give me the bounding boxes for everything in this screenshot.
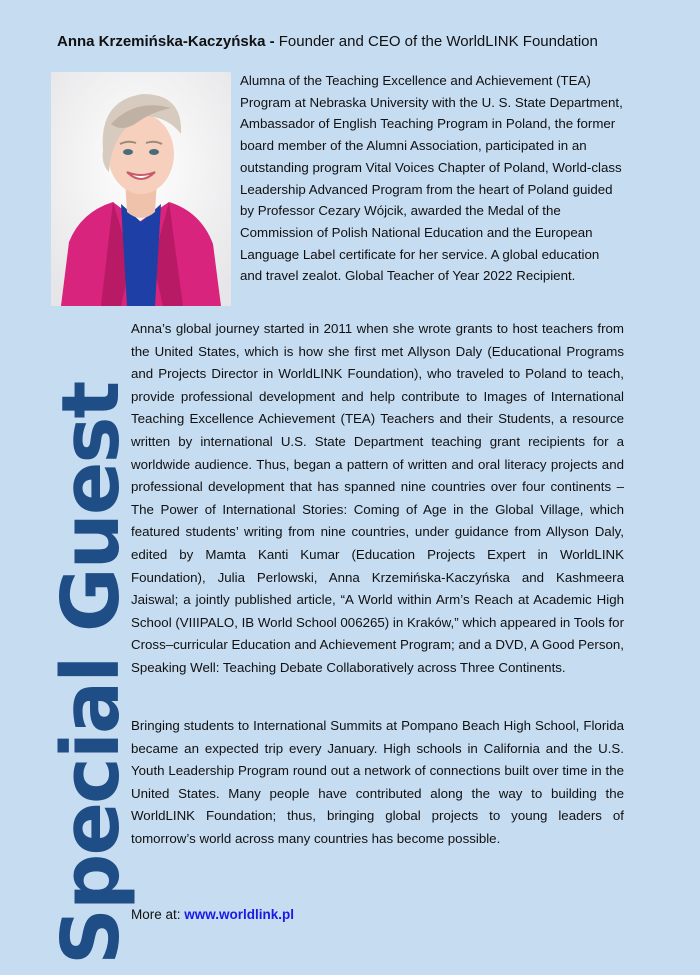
worldlink-link[interactable]: www.worldlink.pl bbox=[184, 907, 295, 922]
more-info bbox=[131, 905, 294, 925]
page-header bbox=[57, 32, 677, 52]
journey-paragraph: Anna’s global journey started in 2011 when she wrote grants to host teachers from the United States, which is how she first met Allyson Daly (Educational Programs and Projects Director in WorldLINK Foundation), who traveled to Poland to teach, provide professional development and help contribute to Images of International Teaching Excellence Achievement (TEA) Teachers and their Students, a resource written by international U.S. State Department teaching grant recipients for a worldwide audience. Thus, began a pattern of written and oral literacy projects and professional development that has spanned nine countries over four continents – The Power of International Stories: Coming of Age in the Global Village, which featured students’ writing from nine countries, under guidance from Allyson Daly, edited by Mamta Kanti Kumar (Education Projects Expert in WorldLINK Foundation), Julia Perlowski, Anna Krzemińska-Kaczyńska and Kashmeera Jaiswal; a jointly published article, “A World within Arm’s Reach at Academic High School (VIIIPALO, IB World School 006265) in Kraków,” which appeared in Tools for Cross–curricular Education and Achievement Program; and a DVD, A Good Person, Speaking Well: Teaching Debate Collaboratively across Three Continents. bbox=[131, 321, 624, 675]
bio-text: Alumna of the Teaching Excellence and Achievement (TEA) Program at Nebraska University with the U. S. State Department, Ambassador of English Teaching Program in Poland, the former board member of the Alumni Association, participated in an outstanding program Vital Voices Chapter of Poland, World-class Leadership Advanced Program from the heart of Poland guided by Professor Cezary Wójcik, awarded the Medal of the Commission of Polish National Education and the European Language Label certificate for her service. A global education and travel zealot. Global Teacher of Year 2022 Recipient. bbox=[240, 73, 623, 284]
guest-name: Anna Krzemińska-Kaczyńska - bbox=[57, 33, 275, 50]
portrait-photo bbox=[51, 72, 231, 306]
summits-paragraph: Bringing students to International Summits at Pompano Beach High School, Florida became an expected trip every January. High schools in California and the U.S. Youth Leadership Program round out a network of connections built over time in the United States. Many people have contributed along the way to building the WorldLINK Foundation; thus, bringing global projects to young leaders of tomorrow’s world across many countries has become possible. bbox=[131, 718, 624, 846]
special-guest-title: Special Guest bbox=[45, 382, 137, 965]
more-label: More at: bbox=[131, 907, 181, 922]
guest-role: Founder and CEO of the WorldLINK Foundation bbox=[278, 33, 598, 50]
